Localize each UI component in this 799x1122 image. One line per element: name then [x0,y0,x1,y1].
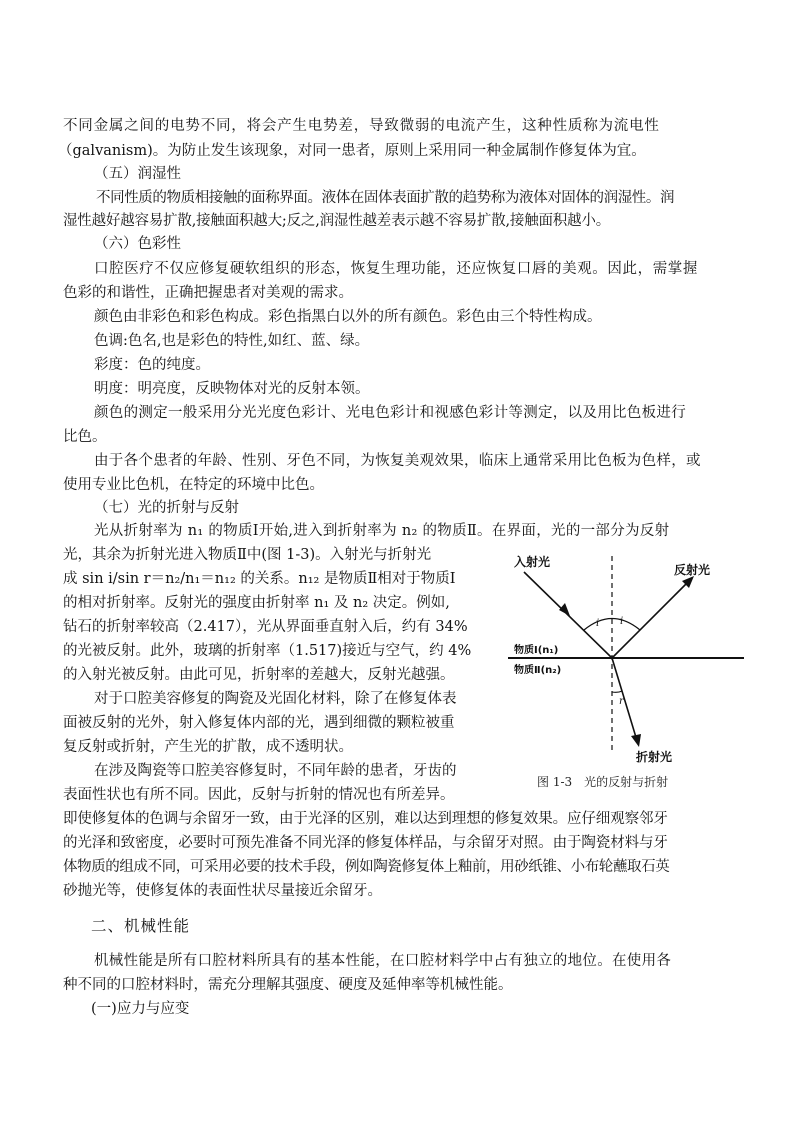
text-line: 钻石的折射率较高（2.417），光从界面垂直射入后，约有 34% [63,619,468,635]
text-line: 成 sin i/sin r＝n₂/n₁＝n₁₂ 的关系。n₁₂ 是物质Ⅱ相对于物质Ⅰ [63,571,456,587]
text-line: 由于各个患者的年龄、性别、牙色不同，为恢复美观效果，临床上通常采用比色板为色样，或 [94,453,701,469]
text-line: 光，其余为折射光进入物质Ⅱ中(图 1-3)。入射光与折射光 [63,547,432,563]
refraction-figure [508,552,744,764]
text-line: 颜色由非彩色和彩色构成。彩色指黑白以外的所有颜色。彩色由三个特性构成。 [94,309,602,325]
reflected-label: 反射光 [674,563,711,577]
text-line: 体物质的组成不同，可采用必要的技术手段，例如陶瓷修复体上釉前，用砂纸锥、小布轮蘸取石英 [63,859,670,875]
angle-i-left: i [596,618,600,629]
angle-i-right: i [620,616,624,627]
text-line: 机械性能是所有口腔材料所具有的基本性能，在口腔材料学中占有独立的地位。在使用各 [94,953,672,969]
text-line: 面被反射的光外，射入修复体内部的光，遇到细微的颗粒被重 [63,715,455,731]
section-heading: （六）色彩性 [94,236,181,252]
text-line: 光从折射率为 n₁ 的物质Ⅰ开始,进入到折射率为 n₂ 的物质Ⅱ。在界面，光的一部分为反射 [94,523,670,539]
text-line: 使用专业比色机，在特定的环境中比色。 [63,477,324,493]
text-line: 对于口腔美容修复的陶瓷及光固化材料，除了在修复体表 [94,691,457,707]
angle-r-label: r [619,696,624,707]
refracted-arrowhead [631,734,641,747]
incident-arrowhead [559,603,570,616]
text-line: （galvanism)。为防止发生该现象，对同一患者，原则上采用同一种金属制作修复体为宜。 [58,143,646,159]
text-line: 明度：明亮度，反映物体对光的反射本领。 [94,381,370,397]
refracted-ray [612,658,638,744]
medium2-label: 物质Ⅱ(n₂) [514,665,562,676]
medium1-label: 物质Ⅰ(n₁) [514,645,559,656]
refracted-label: 折射光 [636,750,673,764]
chapter-heading: 二、机械性能 [91,917,191,935]
text-line: 砂抛光等，使修复体的表面性状尽量接近余留牙。 [63,883,382,899]
reflected-ray [612,578,692,658]
section-heading: (一)应力与应变 [91,1001,190,1017]
figure-caption: 图 1-3 光的反射与折射 [537,775,669,789]
text-line: 不同金属之间的电势不同，将会产生电势差，导致微弱的电流产生，这种性质称为流电性 [63,118,660,134]
text-line: 种不同的口腔材料时，需充分理解其强度、硬度及延伸率等机械性能。 [63,977,513,993]
text-line: 的光泽和致密度，必要时可预先准备不同光泽的修复体样品，与余留牙对照。由于陶瓷材料与牙 [63,835,668,851]
text-line: 即使修复体的色调与余留牙一致，由于光泽的区别，难以达到理想的修复效果。应仔细观察邻牙 [63,811,668,827]
text-line: 不同性质的物质相接触的面称界面。液体在固体表面扩散的趋势称为液体对固体的润湿性。润 [96,190,675,206]
text-line: 的相对折射率。反射光的强度由折射率 n₁ 及 n₂ 决定。例如, [63,595,450,611]
text-line: 彩度：色的纯度。 [94,357,210,373]
text-line: 比色。 [63,429,107,445]
text-line: 色彩的和谐性，正确把握患者对美观的需求。 [63,285,353,301]
text-line: 表面性状也有所不同。因此，反射与折射的情况也有所差异。 [63,787,455,803]
text-line: 色调:色名,也是彩色的特性,如红、蓝、绿。 [94,333,370,349]
text-line: 口腔医疗不仅应修复硬软组织的形态，恢复生理功能，还应恢复口唇的美观。因此，需掌握 [94,261,698,277]
section-heading: （五）润湿性 [94,166,181,182]
text-line: 在涉及陶瓷等口腔美容修复时，不同年龄的患者，牙齿的 [94,763,457,779]
text-line: 湿性越好越容易扩散,接触面积越大;反之,润湿性越差表示越不容易扩散,接触面积越小。 [63,213,611,229]
text-line: 颜色的测定一般采用分光光度色彩计、光电色彩计和视感色彩计等测定，以及用比色板进行 [94,405,686,421]
text-line: 的光被反射。此外，玻璃的折射率（1.517)接近与空气，约 4% [63,643,472,659]
angle-arc-bottom [612,691,622,692]
text-line: 的入射光被反射。由此可见，折射率的差越大，反射光越强。 [63,667,455,683]
text-line: 复反射或折射，产生光的扩散，成不透明状。 [63,739,353,755]
incident-label: 入射光 [514,555,551,569]
section-heading: （七）光的折射与反射 [94,500,239,516]
